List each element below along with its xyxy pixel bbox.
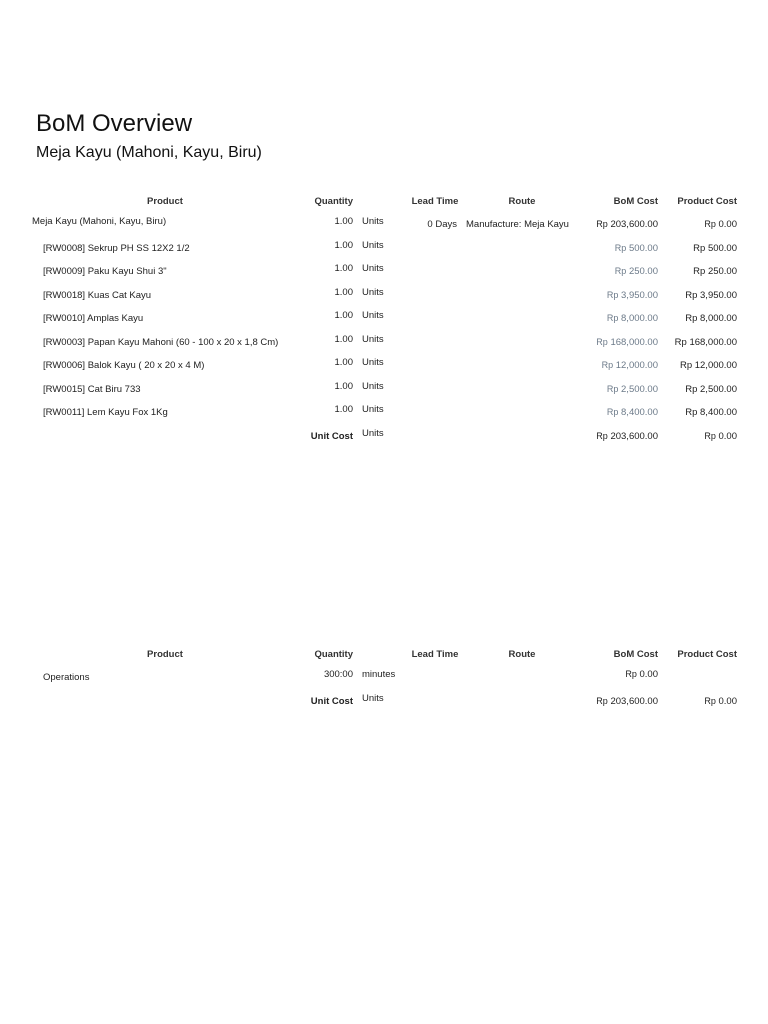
- quantity: 1.00: [334, 216, 353, 227]
- bom-cost: Rp 3,950.00: [606, 289, 658, 301]
- header-quantity: Quantity: [314, 196, 353, 207]
- uom: Units: [362, 286, 384, 298]
- main-product-row[interactable]: [0, 216, 768, 240]
- product-cost: Rp 3,950.00: [685, 289, 737, 301]
- header-route: Route: [508, 649, 536, 660]
- lead-time: 0 Days: [427, 219, 457, 230]
- product-name[interactable]: [RW0018] Kuas Cat Kayu: [43, 289, 152, 301]
- table-row[interactable]: [0, 287, 768, 311]
- uom: Units: [362, 427, 384, 439]
- operations-label[interactable]: Operations: [43, 672, 90, 683]
- quantity: 1.00: [334, 357, 353, 368]
- header-product-cost: Product Cost: [677, 196, 737, 207]
- unit-bom-cost: Rp 203,600.00: [596, 695, 658, 707]
- bom-cost: Rp 0.00: [625, 669, 658, 680]
- product-cost: Rp 0.00: [704, 219, 737, 230]
- quantity: 1.00: [334, 380, 353, 392]
- header-product: Product: [147, 196, 183, 207]
- quantity: 1.00: [334, 286, 353, 298]
- header-bom-cost: BoM Cost: [613, 196, 658, 207]
- operations-table: [0, 649, 768, 716]
- unit-product-cost: Rp 0.00: [704, 695, 737, 707]
- header-lead-time: Lead Time: [411, 649, 459, 660]
- unit-bom-cost: Rp 203,600.00: [596, 430, 658, 442]
- header-lead-time: Lead Time: [411, 196, 459, 207]
- quantity: 1.00: [334, 239, 353, 251]
- bom-cost: Rp 8,400.00: [606, 407, 658, 418]
- header-quantity: Quantity: [314, 649, 353, 660]
- uom: Units: [362, 263, 384, 274]
- product-name[interactable]: Meja Kayu (Mahoni, Kayu, Biru): [32, 216, 167, 227]
- uom: Units: [362, 404, 384, 415]
- unit-cost-row: [0, 693, 768, 717]
- bom-cost: Rp 500.00: [614, 242, 658, 254]
- product-name[interactable]: [RW0009] Paku Kayu Shui 3": [43, 266, 167, 277]
- table-header: [0, 196, 768, 216]
- bom-cost: Rp 2,500.00: [606, 383, 658, 395]
- table-row[interactable]: [0, 263, 768, 287]
- table-row[interactable]: [0, 334, 768, 358]
- unit-cost-row: [0, 428, 768, 452]
- header-bom-cost: BoM Cost: [613, 649, 658, 660]
- product-cost: Rp 500.00: [693, 242, 737, 254]
- quantity: 1.00: [334, 404, 353, 415]
- uom: minutes: [362, 669, 396, 680]
- product-cost: Rp 168,000.00: [674, 336, 737, 348]
- unit-cost-label: Unit Cost: [310, 430, 353, 442]
- table-header: [0, 649, 768, 669]
- uom: Units: [362, 216, 384, 227]
- product-name[interactable]: [RW0003] Papan Kayu Mahoni (60 - 100 x 20 x 1,8 Cm): [43, 336, 279, 348]
- page-subtitle: Meja Kayu (Mahoni, Kayu, Biru): [36, 144, 262, 161]
- unit-product-cost: Rp 0.00: [704, 430, 737, 442]
- table-row[interactable]: [0, 310, 768, 334]
- quantity: 1.00: [334, 333, 353, 345]
- product-name[interactable]: [RW0015] Cat Biru 733: [43, 383, 141, 395]
- bom-cost: Rp 203,600.00: [596, 219, 658, 230]
- bom-cost: Rp 250.00: [614, 266, 658, 277]
- product-cost: Rp 12,000.00: [679, 360, 737, 371]
- product-name[interactable]: [RW0010] Amplas Kayu: [43, 313, 144, 324]
- uom: Units: [362, 380, 384, 392]
- bom-cost: Rp 168,000.00: [596, 336, 658, 348]
- product-cost: Rp 250.00: [693, 266, 737, 277]
- uom: Units: [362, 692, 384, 704]
- product-name[interactable]: [RW0006] Balok Kayu ( 20 x 20 x 4 M): [43, 360, 205, 371]
- quantity: 300:00: [323, 669, 353, 680]
- product-name[interactable]: [RW0011] Lem Kayu Fox 1Kg: [43, 407, 168, 418]
- product-cost: Rp 8,000.00: [685, 313, 737, 324]
- product-name[interactable]: [RW0008] Sekrup PH SS 12X2 1/2: [43, 242, 190, 254]
- table-row[interactable]: [0, 381, 768, 405]
- route: Manufacture: Meja Kayu: [466, 219, 569, 230]
- uom: Units: [362, 357, 384, 368]
- page-title: BoM Overview: [36, 110, 193, 137]
- table-row[interactable]: [0, 404, 768, 428]
- components-table: [0, 196, 768, 451]
- quantity: 1.00: [334, 263, 353, 274]
- uom: Units: [362, 310, 384, 321]
- uom: Units: [362, 239, 384, 251]
- bom-cost: Rp 8,000.00: [606, 313, 658, 324]
- header-product: Product: [147, 649, 183, 660]
- bom-cost: Rp 12,000.00: [601, 360, 658, 371]
- header-product-cost: Product Cost: [677, 649, 737, 660]
- unit-cost-label: Unit Cost: [310, 695, 353, 707]
- product-cost: Rp 2,500.00: [685, 383, 737, 395]
- quantity: 1.00: [334, 310, 353, 321]
- product-cost: Rp 8,400.00: [685, 407, 737, 418]
- operations-row[interactable]: [0, 669, 768, 693]
- table-row[interactable]: [0, 240, 768, 264]
- uom: Units: [362, 333, 384, 345]
- header-route: Route: [508, 196, 536, 207]
- table-row[interactable]: [0, 357, 768, 381]
